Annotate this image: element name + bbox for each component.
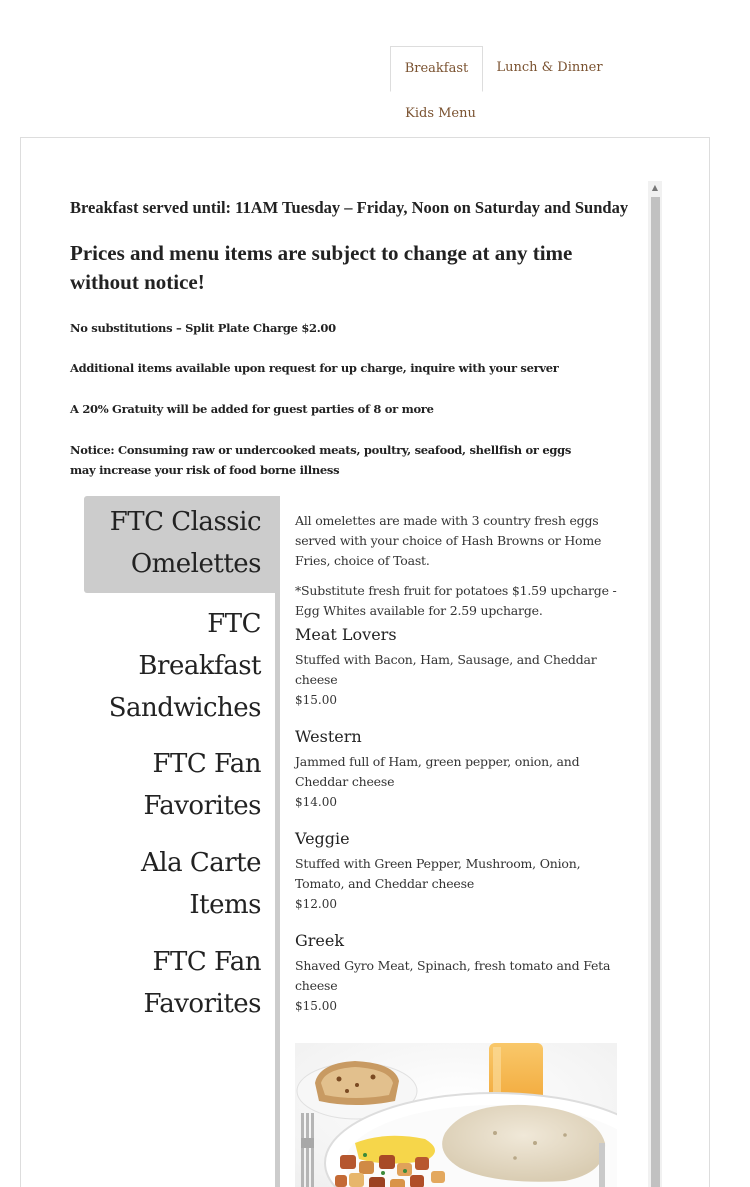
category-fan-favorites-2[interactable]: FTC Fan Favorites bbox=[143, 947, 261, 1019]
category-fan-favorites[interactable]: FTC Fan Favorites bbox=[143, 749, 261, 821]
section-note: *Substitute fresh fruit for potatoes $1.59 upcharge - Egg Whites available for 2.59 upcharge. bbox=[295, 583, 617, 618]
menu-panel bbox=[20, 137, 710, 1187]
breakfast-food-image bbox=[295, 1043, 617, 1187]
tab-lunch-dinner[interactable]: Lunch & Dinner bbox=[496, 60, 603, 75]
category-list bbox=[84, 496, 280, 1025]
breakfast-hours-notice: Breakfast served until: 11AM Tuesday – Friday, Noon on Saturday and Sunday bbox=[70, 198, 629, 217]
tab-breakfast[interactable]: Breakfast bbox=[390, 46, 483, 92]
item-name: Greek bbox=[295, 931, 345, 950]
menu-item bbox=[295, 828, 620, 914]
additional-items-notice: Additional items available upon request for up charge, inquire with your server bbox=[70, 361, 559, 375]
gratuity-notice: A 20% Gratuity will be added for guest parties of 8 or more bbox=[70, 402, 434, 416]
item-price: $15.00 bbox=[295, 693, 337, 707]
item-name: Veggie bbox=[295, 829, 350, 848]
item-name: Western bbox=[295, 727, 362, 746]
menu-item bbox=[295, 726, 620, 812]
category-divider bbox=[275, 589, 280, 1187]
item-price: $14.00 bbox=[295, 795, 337, 809]
menu-items-section bbox=[295, 511, 620, 1032]
substitution-notice: No substitutions – Split Plate Charge $2.00 bbox=[70, 321, 336, 335]
item-description: Stuffed with Bacon, Ham, Sausage, and Cheddar cheese bbox=[295, 652, 597, 687]
item-price: $12.00 bbox=[295, 897, 337, 911]
category-breakfast-sandwiches[interactable]: FTC Breakfast Sandwiches bbox=[108, 609, 261, 723]
item-description: Jammed full of Ham, green pepper, onion, and Cheddar cheese bbox=[295, 754, 580, 789]
scroll-thumb[interactable] bbox=[651, 197, 660, 1187]
category-ala-carte-items[interactable]: Ala Carte Items bbox=[140, 848, 261, 920]
item-description: Stuffed with Green Pepper, Mushroom, Onion, Tomato, and Cheddar cheese bbox=[295, 856, 581, 891]
scrollbar[interactable] bbox=[648, 181, 662, 1187]
category-classic-omelettes[interactable]: FTC Classic Omelettes bbox=[84, 496, 280, 593]
item-price: $15.00 bbox=[295, 999, 337, 1013]
tab-kids-menu[interactable]: Kids Menu bbox=[405, 106, 476, 121]
item-name: Meat Lovers bbox=[295, 625, 397, 644]
scroll-up-arrow-icon[interactable]: ▲ bbox=[651, 183, 659, 192]
price-change-notice: Prices and menu items are subject to change at any time without notice! bbox=[70, 241, 573, 294]
menu-item bbox=[295, 624, 620, 710]
menu-item bbox=[295, 930, 620, 1016]
item-description: Shaved Gyro Meat, Spinach, fresh tomato and Feta cheese bbox=[295, 958, 611, 993]
food-safety-notice: Notice: Consuming raw or undercooked meats, poultry, seafood, shellfish or eggs may increase your risk of food borne illness bbox=[70, 443, 572, 477]
section-intro: All omelettes are made with 3 country fresh eggs served with your choice of Hash Browns or Home Fries, choice of Toast. bbox=[295, 513, 602, 568]
